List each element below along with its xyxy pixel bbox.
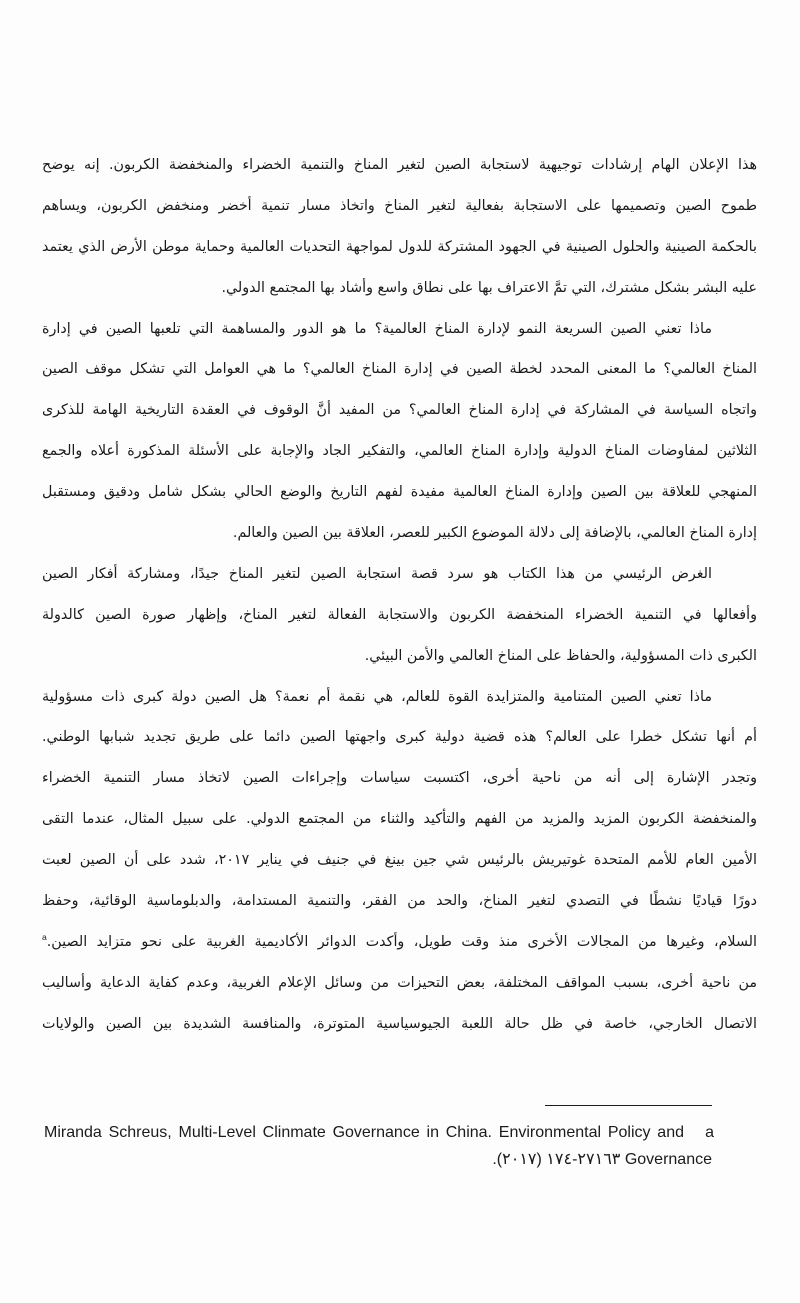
text-line: دورًا قياديًا نشطًا في التصدي لتغير المناخ، والحد من الفقر، والتنمية المستدامة، والدبلوماسية الوقائية، وحفظ bbox=[42, 893, 757, 910]
text-line: الغرض الرئيسي من هذا الكتاب هو سرد قصة استجابة الصين لتغير المناخ جيدًا، ومشاركة أفكار الصين bbox=[42, 565, 712, 582]
footnote-separator bbox=[545, 1105, 712, 1106]
text-line: وتجدر الإشارة إلى أنه من ناحية أخرى، اكتسبت سياسات وإجراءات الصين لاتخاذ مسار التنمية الخضراء bbox=[42, 770, 757, 787]
text-line-content: السلام، وغيرها من المجالات الأخرى منذ وقت طويل، وأكدت الدوائر الأكاديمية الغربية على نحو متزايد الصين. bbox=[46, 933, 757, 950]
text-line: واتجاه السياسة في المشاركة في إدارة المناخ العالمي؟ من المفيد أنَّ الوقوف في العقدة التاريخية الهامة للذكرى bbox=[42, 402, 757, 419]
text-line: الاتصال الخارجي، خاصة في ظل حالة اللعبة الجيوسياسية المتوترة، والمنافسة الشديدة بين الصين والولايات bbox=[42, 1015, 757, 1032]
text-line: طموح الصين وتصميمها على الاستجابة بفعالية لتغير المناخ واتخاذ مسار تنمية أخضر ومنخفض الكربون، ويساهم bbox=[42, 197, 757, 214]
text-line: الكبرى ذات المسؤولية، والحفاظ على المناخ العالمي والأمن البيئي. bbox=[364, 647, 757, 664]
text-line: المناخ العالمي؟ ما المعنى المحدد لخطة الصين في إدارة المناخ العالمي؟ ما هي العوامل التي تشكل موقف الصين bbox=[42, 361, 757, 378]
text-line: الأمين العام للأمم المتحدة غوتيريش بالرئيس شي جين بينغ في جنيف في يناير ٢٠١٧، شدد على أن الصين لعبت bbox=[42, 852, 757, 869]
paragraph bbox=[42, 309, 757, 554]
text-line: ماذا تعني الصين المتنامية والمتزايدة القوة للعالم، هي نقمة أم نعمة؟ هل الصين دولة كبرى ذات مسؤولية bbox=[42, 688, 712, 705]
text-line: وأفعالها في التنمية الخضراء المنخفضة الكربون والاستجابة الفعالة لتغير المناخ، وإظهار صورة الصين كالدولة bbox=[42, 606, 757, 623]
text-line: المنهجي للعلاقة بين الصين وإدارة المناخ العالمية مفيدة لفهم التاريخ والوضع الحالي بشكل شامل ودقيق ومستقبل bbox=[42, 484, 757, 501]
footnote-citation-line: Governance ٢٧١٦٣-١٧٤ (٢٠١٧). bbox=[492, 1151, 712, 1168]
footnote bbox=[44, 1121, 714, 1145]
text-line bbox=[42, 922, 757, 963]
text-line: الثلاثين لمفاوضات المناخ الدولية وإدارة المناخ العالمي، والتفكير الجاد والإجابة على الأسئلة المذكورة أعلاه والجمع bbox=[42, 443, 757, 460]
text-line: إدارة المناخ العالمي، بالإضافة إلى دلالة الموضوع الكبير للعصر، العلاقة بين الصين والعالم. bbox=[232, 525, 757, 542]
text-line: عليه البشر بشكل مشترك، التي تمَّ الاعتراف بها على نطاق واسع وأشاد بها المجتمع الدولي. bbox=[221, 279, 757, 296]
paragraph bbox=[42, 554, 757, 677]
paragraph bbox=[42, 145, 757, 309]
body-text bbox=[42, 145, 757, 1045]
text-line: هذا الإعلان الهام إرشادات توجيهية لاستجابة الصين لتغير المناخ والتنمية الخضراء والمنخفضة الكربون. إنه يوضح bbox=[42, 157, 757, 173]
text-line: أم أنها تشكل خطرا على العالم؟ هذه قضية دولية كبرى واجهتها الصين دائما على طريق تجديد شبابها الوطني. bbox=[42, 729, 757, 746]
footnote-reference[interactable]: a bbox=[42, 932, 47, 943]
text-line: من ناحية أخرى، بسبب المواقف المختلفة، بعض التحيزات من وسائل الإعلام الغربية، وعدم كفاية الدعاية وأساليب bbox=[42, 974, 757, 991]
footnote-marker: a bbox=[705, 1124, 714, 1141]
text-line: والمنخفضة الكربون المزيد والمزيد من الفهم والتأكيد والثناء من المجتمع الدولي. على سبيل المثال، عندما التقى bbox=[42, 811, 757, 828]
text-line: بالحكمة الصينية والحلول الصينية في الجهود المشتركة للدول لمواجهة التحديات العالمية وحماية موطن الأرض الذي يعتمد bbox=[42, 238, 757, 255]
text-line: ماذا تعني الصين السريعة النمو لإدارة المناخ العالمية؟ ما هو الدور والمساهمة التي تلعبها الصين في إدارة bbox=[42, 320, 712, 337]
paragraph bbox=[42, 677, 757, 1045]
footnote-citation-line: Miranda Schreus, Multi-Level Clinmate Governance in China. Environmental Policy and bbox=[44, 1124, 684, 1141]
